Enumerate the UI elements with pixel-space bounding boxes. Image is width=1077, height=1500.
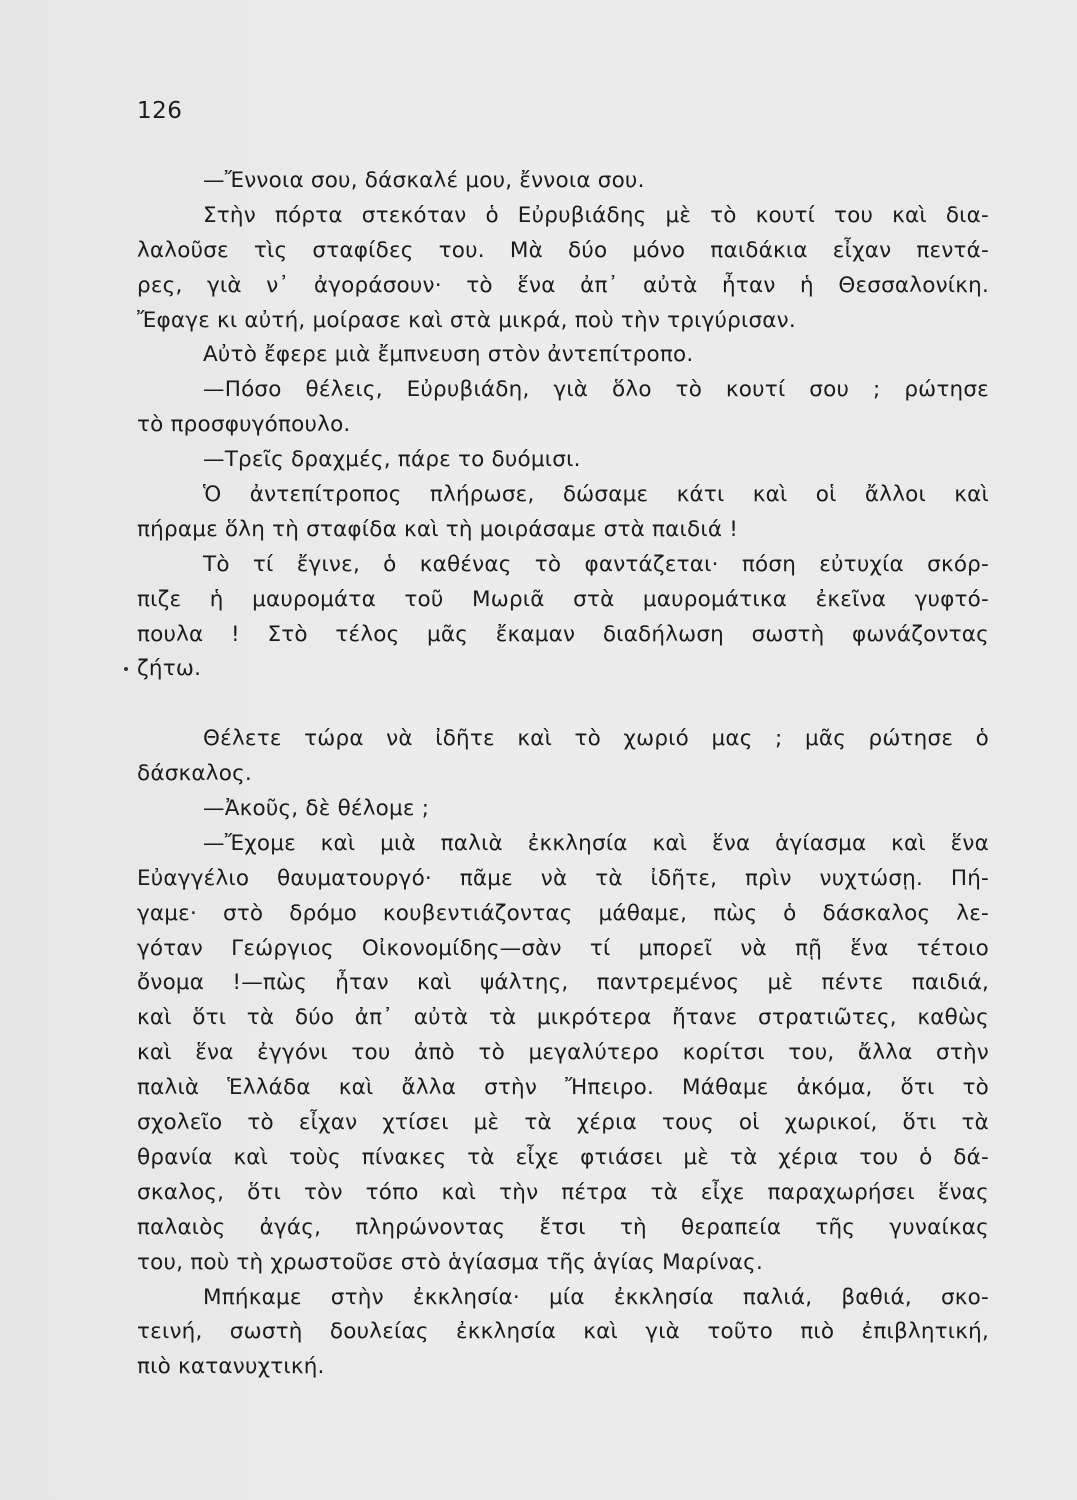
text-line: σκαλος, ὅτι τὸν τόπο καὶ τὴν πέτρα τὰ εἶχε παραχωρήσει ἕνας xyxy=(137,1179,989,1205)
text-line: Αὐτὸ ἔφερε μιὰ ἔμπνευση στὸν ἀντεπίτροπο. xyxy=(203,342,694,368)
text-line: —Τρεῖς δραχμές, πάρε το δυόμισι. xyxy=(203,447,581,473)
text-line: πιζε ἡ μαυρομάτα τοῦ Μωριᾶ στὰ μαυρομάτικα ἐκεῖνα γυφτό- xyxy=(137,586,989,612)
text-line: τὸ προσφυγόπουλο. xyxy=(137,412,351,438)
text-line: γαμε· στὸ δρόμο κουβεντιάζοντας μάθαμε, πὼς ὁ δάσκαλος λε- xyxy=(137,900,989,926)
text-line: θρανία καὶ τοὺς πίνακες τὰ εἶχε φτιάσει μὲ τὰ χέρια του ὁ δά- xyxy=(137,1144,989,1170)
text-line: Ὁ ἀντεπίτροπος πλήρωσε, δώσαμε κάτι καὶ οἱ ἄλλοι καὶ xyxy=(203,482,989,508)
text-line: παλιὰ Ἑλλάδα καὶ ἄλλα στὴν Ἤπειρο. Μάθαμε ἀκόμα, ὅτι τὸ xyxy=(137,1075,989,1101)
text-line: Μπήκαμε στὴν ἐκκλησία· μία ἐκκλησία παλιά, βαθιά, σκο- xyxy=(203,1284,989,1310)
text-line: —Πόσο θέλεις, Εὐρυβιάδη, γιὰ ὅλο τὸ κουτί σου ; ρώτησε xyxy=(203,377,989,403)
text-line: δάσκαλος. xyxy=(137,761,252,787)
text-line: ζήτω. xyxy=(137,656,202,682)
text-line: —Ἔχομε καὶ μιὰ παλιὰ ἐκκλησία καὶ ἕνα ἁγίασμα καὶ ἕνα xyxy=(203,830,989,856)
text-line: σχολεῖο τὸ εἶχαν χτίσει μὲ τὰ χέρια τους οἱ χωρικοί, ὅτι τὰ xyxy=(137,1110,989,1136)
text-line: πήραμε ὅλη τὴ σταφίδα καὶ τὴ μοιράσαμε στὰ παιδιά ! xyxy=(137,516,739,542)
text-line: τεινή, σωστὴ δουλείας ἐκκλησία καὶ γιὰ τοῦτο πιὸ ἐπιβλητική, xyxy=(137,1319,989,1345)
text-line: Εὐαγγέλιο θαυματουργό· πᾶμε νὰ τὰ ἰδῆτε, πρὶν νυχτώσῃ. Πή- xyxy=(137,865,989,891)
body-text xyxy=(137,164,989,1385)
text-line: του, ποὺ τὴ χρωστοῦσε στὸ ἁγίασμα τῆς ἁγίας Μαρίνας. xyxy=(137,1249,764,1275)
text-line: γόταν Γεώργιος Οἰκονομίδης—σὰν τί μπορεῖ νὰ πῇ ἕνα τέτοιο xyxy=(137,935,989,961)
text-line: Ἔφαγε κι αὐτή, μοίρασε καὶ στὰ μικρά, ποὺ τὴν τριγύρισαν. xyxy=(137,307,796,333)
text-line: —Ἀκοῦς, δὲ θέλομε ; xyxy=(203,796,430,822)
margin-dot xyxy=(124,667,128,671)
text-line: —Ἔννοια σου, δάσκαλέ μου, ἔννοια σου. xyxy=(203,168,645,193)
text-line: καὶ ἕνα ἐγγόνι του ἀπὸ τὸ μεγαλύτερο κορίτσι του, ἄλλα στὴν xyxy=(137,1040,989,1066)
text-line: Θέλετε τώρα νὰ ἰδῆτε καὶ τὸ χωριό μας ; μᾶς ρώτησε ὁ xyxy=(203,726,989,752)
text-line: πιὸ κατανυχτική. xyxy=(137,1354,325,1380)
text-line: πουλα ! Στὸ τέλος μᾶς ἔκαμαν διαδήλωση σωστὴ φωνάζοντας xyxy=(137,621,989,647)
text-line: Στὴν πόρτα στεκόταν ὁ Εὐρυβιάδης μὲ τὸ κουτί του καὶ δια- xyxy=(203,202,989,228)
text-line: καὶ ὅτι τὰ δύο ἀπ᾽ αὐτὰ τὰ μικρότερα ἤτανε στρατιῶτες, καθὼς xyxy=(137,1005,989,1031)
text-line: ὄνομα !—πὼς ἦταν καὶ ψάλτης, παντρεμένος μὲ πέντε παιδιά, xyxy=(137,970,989,996)
page-number: 126 xyxy=(137,98,183,124)
text-line: ρες, γιὰ ν᾽ ἀγοράσουν· τὸ ἕνα ἀπ᾽ αὐτὰ ἦταν ἡ Θεσσαλονίκη. xyxy=(137,272,989,298)
text-line: παλαιὸς ἀγάς, πληρώνοντας ἔτσι τὴ θεραπεία τῆς γυναίκας xyxy=(137,1214,989,1240)
text-line: Τὸ τί ἔγινε, ὁ καθένας τὸ φαντάζεται· πόση εὐτυχία σκόρ- xyxy=(203,551,989,577)
text-line: λαλοῦσε τὶς σταφίδες του. Μὰ δύο μόνο παιδάκια εἶχαν πεντά- xyxy=(137,237,989,263)
paragraph-gap xyxy=(137,687,989,722)
